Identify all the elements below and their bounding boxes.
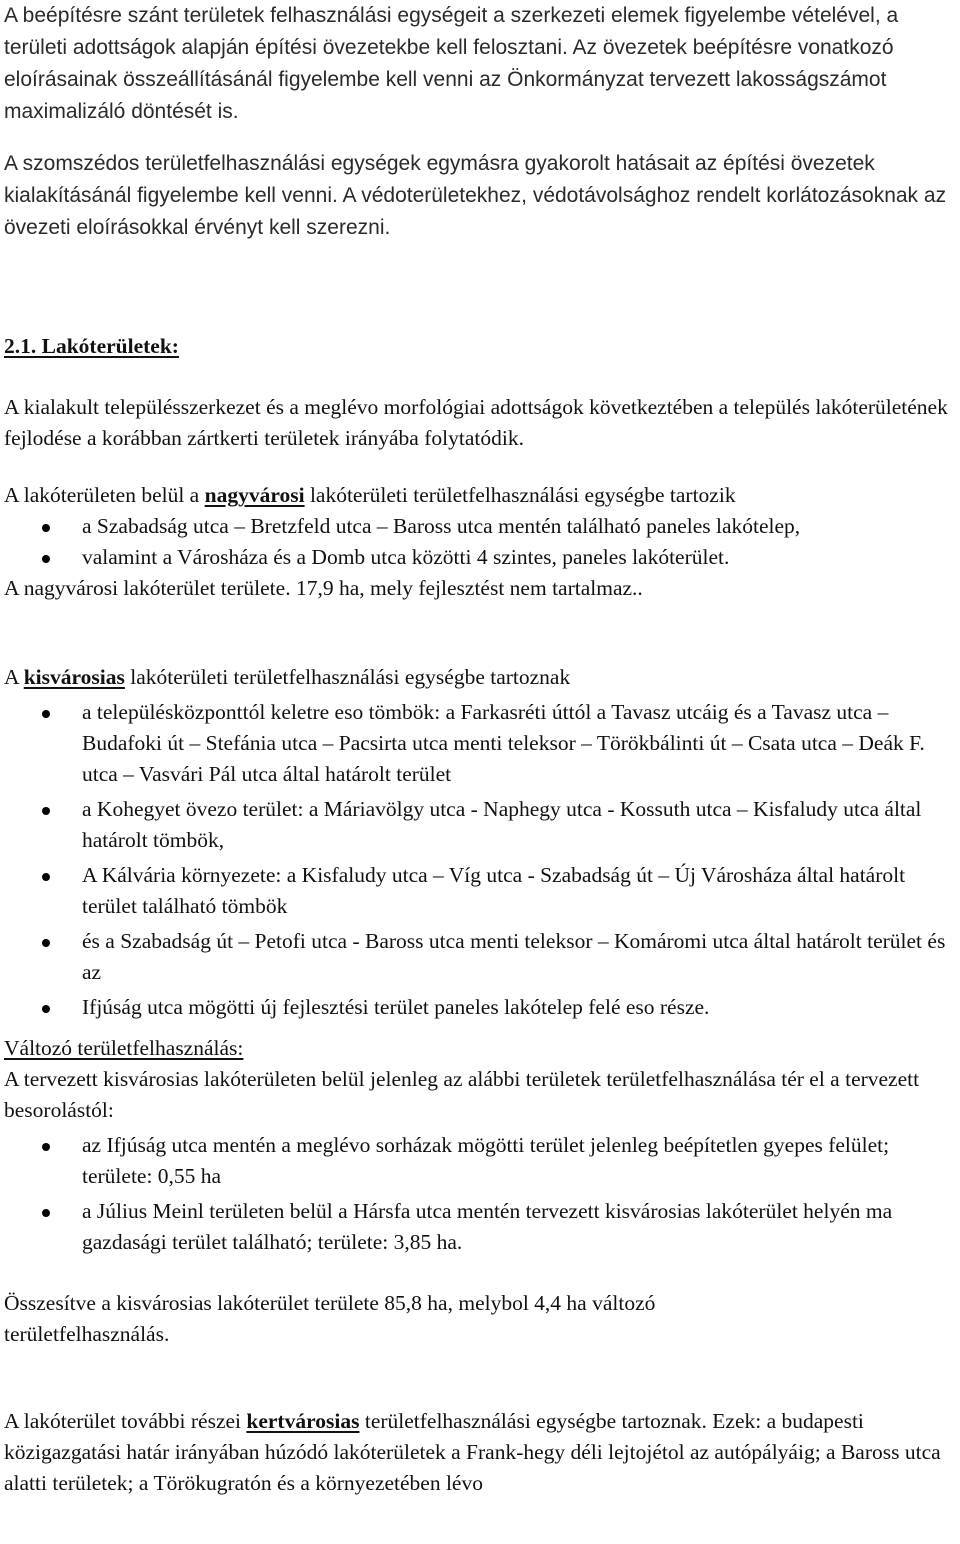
list-item [4, 794, 958, 856]
list-item [4, 511, 958, 542]
intro-paragraph-1: A beépítésre szánt területek felhasználási egységeit a szerkezeti elemek figyelembe vételével, a területi adottságok alapján építési övezetekbe kell felosztani. Az övezetek beépítésre vonatkozó eloírásainak összeállításánál figyelembe kell venni az Önkormányzat tervezett lakosságszámot maximalizáló döntését is. [4, 4, 899, 123]
kisvarosias-intro-pre: A [4, 665, 24, 689]
list-item [4, 697, 958, 790]
kertvarosias-pre: A lakóterület további részei [4, 1409, 247, 1433]
kertvarosias-post: területfelhasználási egységbe tartoznak. Ezek: a budapesti közigazgatási határ irányában húzódó lakóterületek a Frank-hegy déli lejtojétol az autópályáig; a Baross utca alatti területek; a Törökugratón és a környezetében lévo [4, 1409, 941, 1495]
nagyvarosi-intro-post: lakóterületi területfelhasználási egységbe tartozik [304, 483, 736, 507]
nagyvarosi-intro [4, 480, 958, 511]
list-item [4, 926, 958, 988]
list-item-text: a településközponttól keletre eso tömbök: a Farkasréti úttól a Tavasz utcáig és a Tavasz utca – Budafoki út – Stefánia utca – Pacsirta utca menti teleksor – Törökbálinti út – Csata utca – Deák F. utca – Vasvári Pál utca által határolt terület [82, 700, 925, 786]
bullet-icon [42, 555, 50, 563]
section-heading [4, 331, 958, 362]
section-heading-text: 2.1. Lakóterületek: [4, 334, 179, 358]
list-item [4, 1196, 958, 1258]
bullet-icon [42, 1005, 50, 1013]
bullet-icon [42, 1209, 50, 1217]
list-item-text: Ifjúság utca mögötti új fejlesztési terület paneles lakótelep felé eso része. [82, 995, 710, 1019]
valtozo-list [4, 1130, 958, 1258]
kisvarosias-term: kisvárosias [23, 665, 125, 689]
kertvarosias-paragraph [4, 1406, 958, 1499]
document-page [4, 0, 958, 1499]
list-item-text: a Július Meinl területen belül a Hársfa utca mentén tervezett kisvárosias lakóterület helyén ma gazdasági terület található; területe: 3,85 ha. [82, 1199, 893, 1254]
list-item-text: és a Szabadság út – Petofi utca - Baross utca menti teleksor – Komáromi utca által határolt terület és az [82, 929, 946, 984]
bullet-icon [42, 873, 50, 881]
kisvarosias-intro-post: lakóterületi területfelhasználási egységbe tartoznak [124, 665, 571, 689]
valtozo-heading [4, 1033, 958, 1064]
bullet-icon [42, 524, 50, 532]
list-item-text: az Ifjúság utca mentén a meglévo sorházak mögötti terület jelenleg beépítetlen gyepes felület; területe: 0,55 ha [82, 1133, 890, 1188]
list-item-text: valamint a Városháza és a Domb utca közötti 4 szintes, paneles lakóterület. [82, 545, 730, 569]
list-item-text: a Kohegyet övezo terület: a Máriavölgy utca - Naphegy utca - Kossuth utca – Kisfaludy utca által határolt tömbök, [82, 797, 922, 852]
lakoterulet-paragraph: A kialakult településszerkezet és a meglévo morfológiai adottságok következtében a település lakóterületének fejlodése a korábban zártkerti területek irányába folytatódik. [4, 395, 948, 450]
kisvarosias-list [4, 697, 958, 1023]
valtozo-heading-text: Változó területfelhasználás: [4, 1036, 244, 1060]
nagyvarosi-list [4, 511, 958, 573]
intro-paragraph-2: A szomszédos területfelhasználási egységek egymásra gyakorolt hatásait az építési övezetek kialakításánál figyelembe kell venni. A védoterületekhez, védotávolsághoz rendelt korlátozásoknak az övezeti eloírásokkal érvényt kell szerezni. [4, 152, 947, 239]
nagyvarosi-intro-pre: A lakóterületen belül a [4, 483, 205, 507]
list-item-text: A Kálvária környezete: a Kisfaludy utca – Víg utca - Szabadság út – Új Városháza által határolt terület található tömbök [82, 863, 906, 918]
bullet-icon [42, 807, 50, 815]
list-item [4, 860, 958, 922]
list-item [4, 992, 958, 1023]
kisvarosias-intro [4, 662, 958, 693]
nagyvarosi-term: nagyvárosi [204, 483, 305, 507]
nagyvarosi-summary: A nagyvárosi lakóterület területe. 17,9 ha, mely fejlesztést nem tartalmaz.. [4, 576, 643, 600]
bullet-icon [42, 939, 50, 947]
list-item-text: a Szabadság utca – Bretzfeld utca – Baross utca mentén található paneles lakótelep, [82, 514, 801, 538]
bullet-icon [42, 710, 50, 718]
list-item [4, 542, 958, 573]
kertvarosias-term: kertvárosias [246, 1409, 360, 1433]
list-item [4, 1130, 958, 1192]
valtozo-paragraph: A tervezett kisvárosias lakóterületen belül jelenleg az alábbi területek területfelhasználása tér el a tervezett besorolástól: [4, 1067, 920, 1122]
osszesites-paragraph: Összesítve a kisvárosias lakóterület területe 85,8 ha, melybol 4,4 ha változó területfelhasználás. [4, 1291, 656, 1346]
bullet-icon [42, 1143, 50, 1151]
